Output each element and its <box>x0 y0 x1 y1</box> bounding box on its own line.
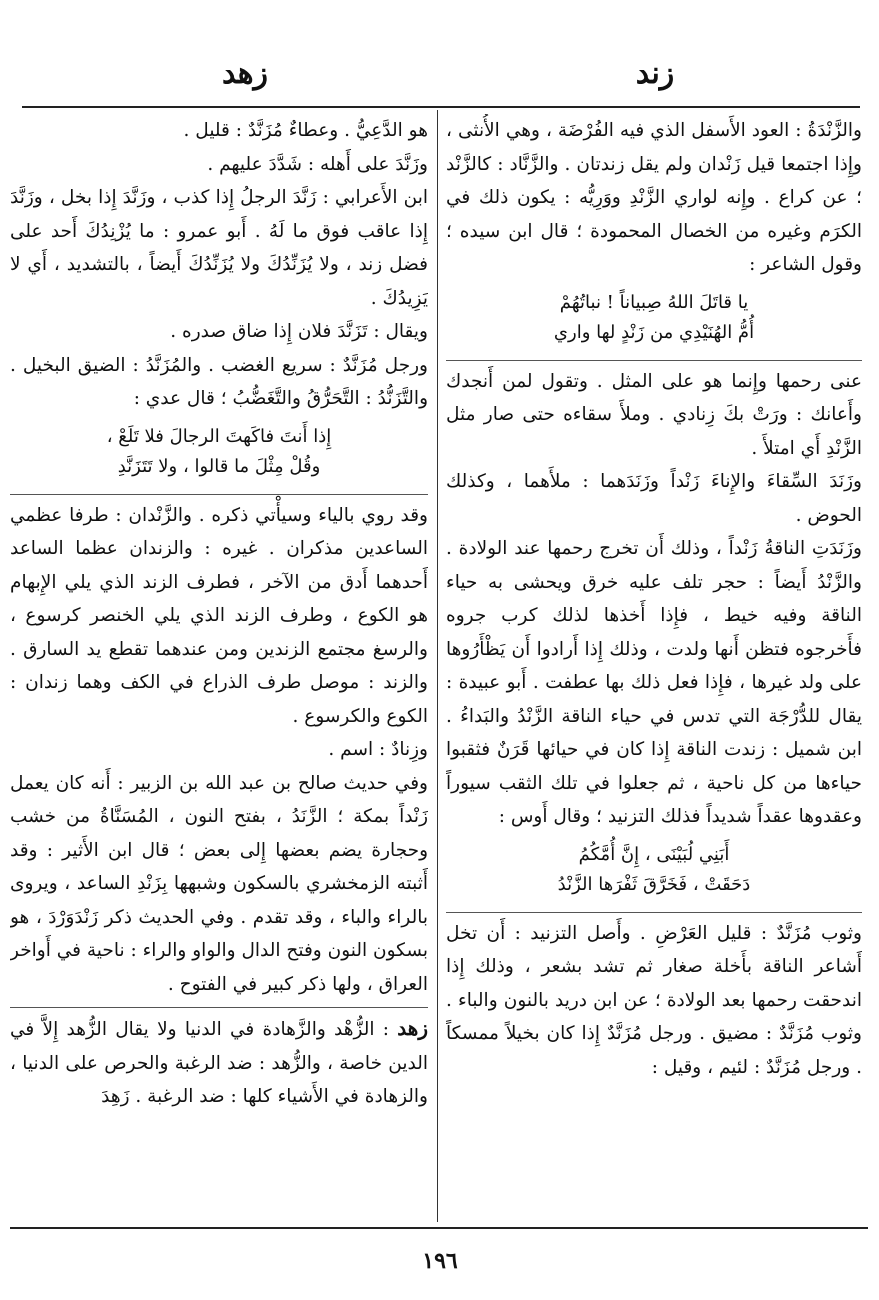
verse-line: وقُلْ مِثْلَ ما قالوا ، ولا تَتَزَنَّدِ <box>117 455 321 477</box>
paragraph: ويقال : تَزَنَّدَ فلان إِذا ضاق صدره . <box>170 321 428 342</box>
verse <box>446 840 862 900</box>
page-header-right-word: زند <box>635 56 675 91</box>
paragraph: وفي حديث صالح بن عبد الله بن الزبير : أَنه كان يعمل زَنْداً بمكة ؛ الزَّنَدُ ، بفتح النون ، المُسَنَّاةُ من خشب وحجارة يضم بعضها إِلى بعض ؛ قال ابن الأَثير : وقد أَثبته الزمخشري بالسكون وشبهها بِزَنْدِ الساعد ، ويروى بالراء والباء ، وقد تقدم . وفي الحديث ذكر زَنْدَوَرْدَ ، هو بسكون النون وفتح الدال والواو والراء : ناحية في أَواخر العراق ، ولها ذكر كبير في الفتوح . <box>10 772 428 995</box>
verse-separator <box>446 912 862 913</box>
verse-line: إِذا أَنتَ فاكَهتَ الرجالَ فلا تَلَعْ ، <box>106 425 332 447</box>
entry-text: : الزُّهْد والزَّهادة في الدنيا ولا يقال الزُّهد إِلاَّ في الدين خاصة ، والزُّهد : ضد الرغبة والحرص على الدنيا ، والزهادة في الأَشياء كلها : ضد الرغبة . زَهِدَ <box>10 1019 428 1107</box>
paragraph: وثوب مُزَنَّدٌ : قليل العَرْضِ . وأَصل التزنيد : أَن تخل أَشاعر الناقة بأَخلة صغار ثم تشد بشعر ، وذلك إِذا اندحقت رحمها بعد الولادة ؛ عن ابن دريد بالنون والباء . وثوب مُزَنَّدٌ : مضيق . ورجل مُزَنَّدٌ إِذا كان بخيلاً ممسكاً . ورجل مُزَنَّدٌ : لئيم ، وقيل : <box>446 922 862 1078</box>
paragraph: وزَنَدَتِ الناقةُ زَنْداً ، وذلك أَن تخرج رحمها عند الولادة . والزَّنْدُ أَيضاً : حجر تلف عليه خرق ويحشى به حياء الناقة وفيه خيط ، فإِذا أَخذها لذلك كرب جروه فأَخرجوه فتظن أَنها ولدت ، وذلك إِذا أَرادوا أَن يَظْأَرُوها على ولد غيرها ، فإِذا فعل ذلك بها عطفت . أَبو عبيدة : يقال للدُّرْجَة التي تدس في حياء الناقة الزَّنْدُ والبَداءُ . ابن شميل : زندت الناقة إِذا كان في حيائها قَرَنٌ فثقبوا حياءها من كل ناحية ، ثم جعلوا في تلك الثقب سيوراً وعقدوها عقداً شديداً فذلك التزنيد ؛ وقال أَوس : <box>446 538 862 827</box>
verse-separator <box>446 360 862 361</box>
page-number: ١٩٦ <box>422 1248 458 1274</box>
verse-line: دَحَقَتْ ، فَخَرَّقَ ثَفْرَها الزَّنْدُ <box>557 873 751 895</box>
verse <box>446 288 862 348</box>
verse-line: أُمُّ الهُنَيْدِي من زَنْدٍ لها واري <box>553 321 755 343</box>
paragraph: وزَنَّدَ على أَهله : شَدَّدَ عليهم . <box>207 153 428 175</box>
page-header-left-word: زهد <box>221 56 269 91</box>
verse-separator <box>10 494 428 495</box>
right-column <box>446 114 862 1222</box>
verse-line: يا قاتَلَ اللهُ صِبياناً ! نباتُهُمْ <box>559 291 749 313</box>
footer-rule <box>10 1227 868 1229</box>
verse-line: أَبَنِي لُبَيْنَى ، إِنَّ أُمَّكُمُ <box>578 843 730 865</box>
paragraph: وزِنادٌ : اسم . <box>328 739 428 760</box>
header-rule <box>22 106 860 108</box>
paragraph: هو الدَّعِيُّ . وعطاءٌ مُزَنَّدٌ : قليل . <box>183 120 428 141</box>
entry-separator <box>10 1007 428 1008</box>
paragraph: وزَنَدَ السِّقاءَ والإِناءَ زَنْداً وزَنَدَهما : ملأَهما ، وكذلك الحوض . <box>446 471 862 526</box>
paragraph: ورجل مُزَنَّدٌ : سريع الغضب . والمُزَنَّدُ : الضيق البخيل . والتَّزَنُّدُ : التَّحَرُّقُ والتَّغَضُّبُ ؛ قال عدي : <box>10 354 428 409</box>
paragraph: وقد روي بالياء وسيأْتي ذكره . والزَّنْدان : طرفا عظمي الساعدين مذكران . غيره : والزندان عظما الساعد أَحدهما أَدق من الآخر ، فطرف الزند الذي يلي الإِبهام هو الكوع ، وطرف الزند الذي يلي الخنصر كرسوع ، والرسغ مجتمع الزندين ومن عندهما تقطع يد السارق . والزند : موصل طرف الذراع في الكف وهما زندان : الكوع والكرسوع . <box>10 504 428 727</box>
column-divider <box>437 110 438 1222</box>
entry-headword: زهد <box>397 1016 428 1040</box>
left-column <box>10 114 428 1222</box>
paragraph: عنى رحمها وإِنما هو على المثل . وتقول لمن أَنجدك وأَعانك : ورَتْ بكَ زِنادي . وملأَ سقاءه حتى صار مثل الزَّنْدِ أَي امتلأَ . <box>446 370 862 459</box>
verse <box>10 422 428 482</box>
entry-paragraph <box>10 1012 428 1114</box>
paragraph: ابن الأَعرابي : زَنَّدَ الرجلُ إِذا كذب ، وزَنَّدَ إِذا بخل ، وزَنَّدَ إِذا عاقب فوق ما لَهُ . أَبو عمرو : ما يُزْنِدُكَ أَحد على فضل زند ، ولا يُزَنِّدُكَ ولا يُزَنِّدُكَ أَيضاً ، بالتشديد ، أَي لا يَزِيدُكَ . <box>10 187 428 309</box>
paragraph: والزَّنْدَةُ : العود الأَسفل الذي فيه الفُرْضَة ، وهي الأُنثى ، وإِذا اجتمعا قيل زَنْدان ولم يقل زندتان . والزَّنَّاد : كالزَّنْد ؛ عن كراع . وإِنه لواري الزَّنْدِ ووَرِيُّه : يكون ذلك في الكرَم وغيره من الخصال المحمودة ؛ قال ابن سيده ؛ وقول الشاعر : <box>446 120 862 275</box>
